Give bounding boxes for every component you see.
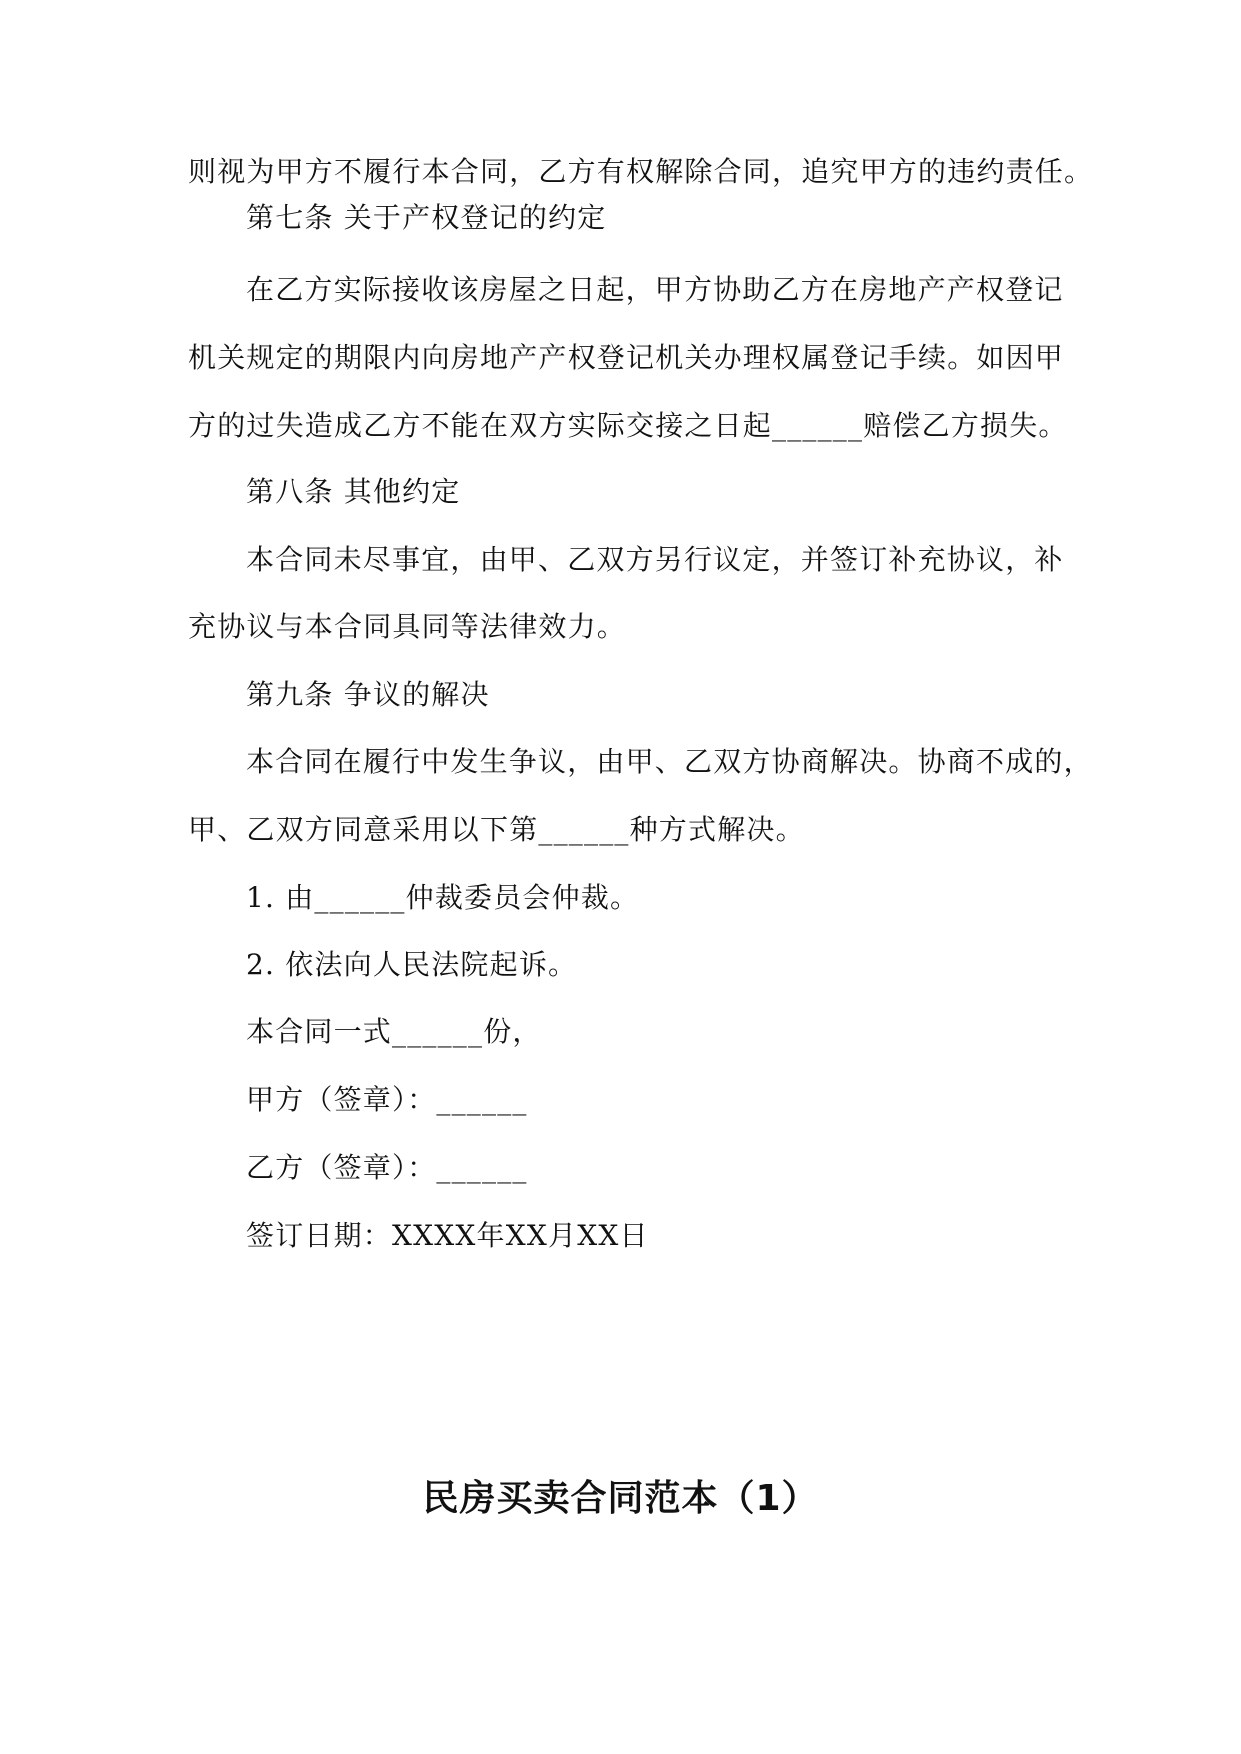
article-8-heading: 第八条 其他约定 — [246, 475, 461, 508]
party-a-signature-line: 甲方（签章）：______ — [246, 1083, 528, 1116]
paragraph-line: 则视为甲方不履行本合同，乙方有权解除合同，追究甲方的违约责任。 — [188, 155, 1094, 188]
paragraph-line: 甲、乙双方同意采用以下第______种方式解决。 — [188, 813, 805, 846]
list-item-litigation: 2. 依法向人民法院起诉。 — [246, 948, 578, 981]
paragraph-line: 在乙方实际接收该房屋之日起，甲方协助乙方在房地产产权登记 — [246, 273, 1064, 306]
paragraph-line: 本合同在履行中发生争议，由甲、乙双方协商解决。协商不成的， — [246, 745, 1093, 778]
paragraph-line: 本合同未尽事宜，由甲、乙双方另行议定，并签订补充协议，补 — [246, 543, 1064, 576]
paragraph-line: 机关规定的期限内向房地产产权登记机关办理权属登记手续。如因甲 — [188, 341, 1065, 374]
signing-date-line: 签订日期：XXXX年XX月XX日 — [246, 1219, 649, 1252]
party-b-signature-line: 乙方（签章）：______ — [246, 1151, 528, 1184]
article-7-heading: 第七条 关于产权登记的约定 — [246, 201, 607, 234]
copies-line: 本合同一式______份， — [246, 1015, 542, 1048]
list-item-arbitration: 1. 由______仲裁委员会仲裁。 — [246, 881, 640, 914]
paragraph-line: 充协议与本合同具同等法律效力。 — [188, 610, 627, 643]
next-document-title: 民房买卖合同范本（1） — [422, 1478, 819, 1519]
paragraph-line: 方的过失造成乙方不能在双方实际交接之日起______赔偿乙方损失。 — [188, 409, 1068, 442]
article-9-heading: 第九条 争议的解决 — [246, 678, 490, 711]
